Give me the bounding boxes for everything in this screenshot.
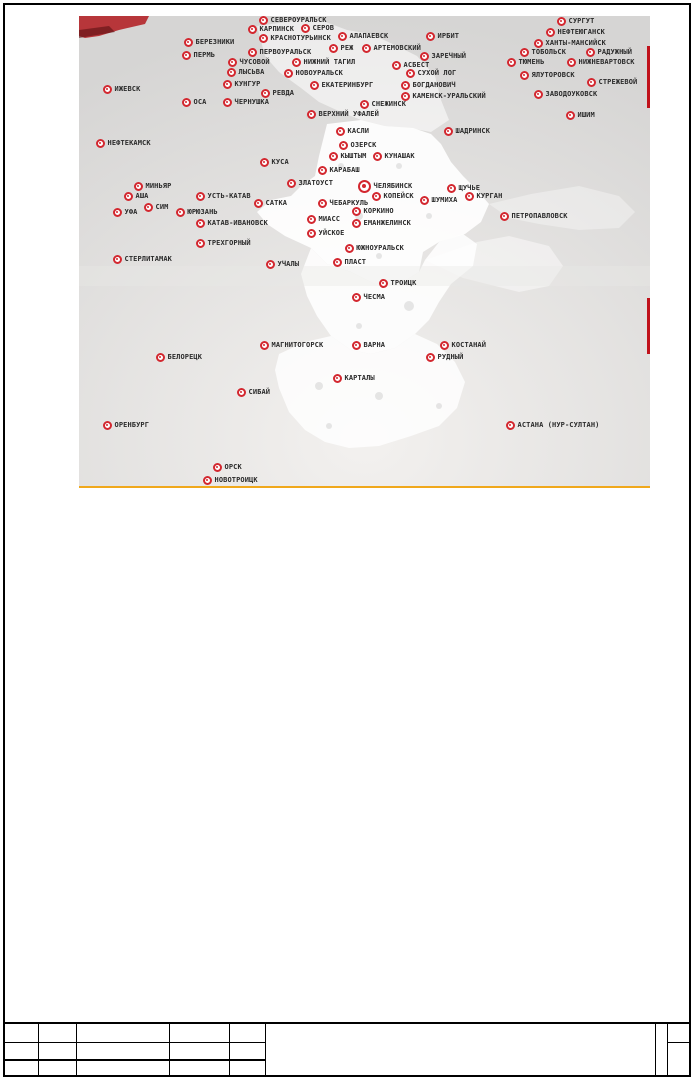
city-pin-icon <box>103 421 112 430</box>
city-pin-icon <box>184 38 193 47</box>
city-marker[interactable] <box>113 208 138 217</box>
city-pin-icon <box>261 89 270 98</box>
city-pin-icon <box>227 68 236 77</box>
city-pin-icon <box>406 69 415 78</box>
city-pin-icon <box>336 127 345 136</box>
city-marker[interactable] <box>103 421 150 430</box>
city-pin-icon <box>567 58 576 67</box>
city-label: ЮЖНОУРАЛЬСК <box>356 244 404 252</box>
city-pin-icon <box>333 258 342 267</box>
city-pin-icon <box>103 85 112 94</box>
city-marker[interactable] <box>360 100 407 109</box>
city-pin-icon <box>307 229 316 238</box>
city-marker[interactable] <box>587 78 638 87</box>
city-marker[interactable] <box>336 127 370 136</box>
city-pin-icon <box>223 98 232 107</box>
city-marker[interactable] <box>329 44 354 53</box>
city-marker[interactable] <box>113 255 172 264</box>
city-pin-icon <box>534 39 543 48</box>
red-edge-strip <box>647 298 650 354</box>
city-label: ВАРНА <box>363 341 386 349</box>
city-label: НОВОТРОИЦК <box>214 476 258 484</box>
city-pin-icon <box>333 374 342 383</box>
city-marker[interactable] <box>292 58 356 67</box>
city-pin-icon <box>292 58 301 67</box>
city-pin-icon <box>248 48 257 57</box>
city-pin-icon <box>260 341 269 350</box>
city-pin-icon <box>310 81 319 90</box>
city-marker[interactable] <box>284 69 343 78</box>
city-marker[interactable] <box>401 81 456 90</box>
city-marker[interactable] <box>426 32 460 41</box>
city-marker[interactable] <box>196 192 251 201</box>
city-marker[interactable] <box>223 98 270 107</box>
city-label: ЧЕРНУШКА <box>234 98 270 106</box>
city-pin-icon <box>360 100 369 109</box>
city-label: СТРЕЖЕВОЙ <box>598 78 638 86</box>
city-label: ЮРЮЗАНЬ <box>187 208 218 216</box>
city-label: ОСА <box>193 98 207 106</box>
red-edge-strip <box>647 46 650 108</box>
city-pin-icon <box>507 58 516 67</box>
city-pin-icon <box>223 80 232 89</box>
city-label: МАГНИТОГОРСК <box>271 341 324 349</box>
city-marker[interactable] <box>307 110 379 119</box>
city-pin-icon <box>260 158 269 167</box>
city-label: МИАСС <box>318 215 341 223</box>
city-label: СУРГУТ <box>568 17 595 25</box>
city-pin-icon <box>203 476 212 485</box>
city-marker[interactable] <box>248 25 295 34</box>
city-label: КОРКИНО <box>363 207 394 215</box>
city-marker[interactable] <box>440 341 487 350</box>
city-label: КУРГАН <box>476 192 503 200</box>
city-pin-icon <box>587 78 596 87</box>
city-pin-icon <box>379 279 388 288</box>
city-pin-icon <box>546 28 555 37</box>
city-pin-icon <box>534 90 543 99</box>
city-pin-icon <box>196 192 205 201</box>
city-pin-icon <box>465 192 474 201</box>
city-label: ЗАРЕЧНЫЙ <box>431 52 467 60</box>
city-marker[interactable] <box>254 199 288 208</box>
city-marker[interactable] <box>310 81 374 90</box>
city-pin-icon <box>586 48 595 57</box>
city-label: ЧУСОВОЙ <box>239 58 270 66</box>
city-marker[interactable] <box>557 17 595 26</box>
city-label: РУДНЫЙ <box>437 353 464 361</box>
city-label: ВЕРХНИЙ УФАЛЕЙ <box>318 110 379 118</box>
city-marker[interactable] <box>546 28 605 37</box>
city-marker[interactable] <box>372 192 414 201</box>
city-pin-icon <box>124 192 133 201</box>
city-label: УСТЬ-КАТАВ <box>207 192 251 200</box>
city-marker[interactable] <box>307 229 345 238</box>
city-label: БЕРЕЗНИКИ <box>195 38 235 46</box>
city-label: АСБЕСТ <box>403 61 430 69</box>
city-label: ОЗЕРСК <box>350 141 377 149</box>
city-label: ПЛАСТ <box>344 258 367 266</box>
city-label: НЕФТЕЮГАНСК <box>557 28 605 36</box>
city-label: ЯЛУТОРОВСК <box>531 71 575 79</box>
city-label: САТКА <box>265 199 288 207</box>
city-marker[interactable] <box>203 476 258 485</box>
city-label: СИМ <box>155 203 169 211</box>
city-pin-icon <box>329 44 338 53</box>
city-marker[interactable] <box>420 196 458 205</box>
city-pin-icon <box>113 208 122 217</box>
city-pin-icon <box>144 203 153 212</box>
city-pin-icon <box>318 166 327 175</box>
region-map <box>79 16 650 488</box>
city-marker[interactable] <box>156 353 203 362</box>
city-marker[interactable] <box>352 341 386 350</box>
city-label: АСТАНА (НУР-СУЛТАН) <box>517 421 600 429</box>
city-pin-icon <box>301 24 310 33</box>
city-label: ИЖЕВСК <box>114 85 141 93</box>
city-pin-icon <box>228 58 237 67</box>
city-marker[interactable] <box>96 139 151 148</box>
city-pin-icon <box>254 199 263 208</box>
city-pin-icon <box>318 199 327 208</box>
city-label: СИБАЙ <box>248 388 271 396</box>
city-label: КУНАШАК <box>384 152 415 160</box>
city-pin-icon <box>420 52 429 61</box>
city-marker[interactable] <box>176 208 218 217</box>
city-marker[interactable] <box>228 58 270 67</box>
city-label: ПЕТРОПАВЛОВСК <box>511 212 568 220</box>
city-label: КУНГУР <box>234 80 261 88</box>
city-label: КАРТАЛЫ <box>344 374 375 382</box>
city-pin-icon <box>307 215 316 224</box>
city-label: ПЕРВОУРАЛЬСК <box>259 48 312 56</box>
city-marker[interactable] <box>237 388 271 397</box>
city-marker[interactable] <box>426 353 464 362</box>
city-marker[interactable] <box>520 48 567 57</box>
city-label: КУСА <box>271 158 289 166</box>
city-pin-icon <box>329 152 338 161</box>
city-label: АЛАПАЕВСК <box>349 32 389 40</box>
city-marker[interactable] <box>287 179 334 188</box>
city-pin-icon <box>339 141 348 150</box>
city-marker[interactable] <box>506 421 600 430</box>
city-pin-icon <box>420 196 429 205</box>
city-label: ЗЛАТОУСТ <box>298 179 334 187</box>
city-marker[interactable] <box>196 219 268 228</box>
city-label: РЕВДА <box>272 89 295 97</box>
city-marker[interactable] <box>124 192 149 201</box>
city-pin-icon <box>182 51 191 60</box>
city-label: КАТАВ-ИВАНОВСК <box>207 219 268 227</box>
city-marker[interactable] <box>182 98 207 107</box>
city-marker[interactable] <box>352 219 411 228</box>
city-label: СЕВЕРОУРАЛЬСК <box>270 16 327 24</box>
city-pin-icon <box>352 341 361 350</box>
city-label: СЕРОВ <box>312 24 335 32</box>
city-marker[interactable] <box>406 69 457 78</box>
city-marker[interactable] <box>333 258 367 267</box>
city-marker[interactable] <box>196 239 251 248</box>
city-marker[interactable] <box>307 215 341 224</box>
city-pin-icon <box>392 61 401 70</box>
city-label: НОВОУРАЛЬСК <box>295 69 343 77</box>
city-pin-icon <box>156 353 165 362</box>
city-pin-icon <box>259 16 268 25</box>
city-marker[interactable] <box>260 341 324 350</box>
city-pin-icon <box>440 341 449 350</box>
city-label: КРАСНОТУРЬИНСК <box>270 34 331 42</box>
city-label: УЙСКОЕ <box>318 229 345 237</box>
city-pin-icon <box>362 44 371 53</box>
city-label: БЕЛОРЕЦК <box>167 353 203 361</box>
city-marker[interactable] <box>182 51 216 60</box>
city-pin-icon <box>444 127 453 136</box>
city-marker[interactable] <box>339 141 377 150</box>
city-marker[interactable] <box>318 166 360 175</box>
city-marker[interactable] <box>134 182 172 191</box>
city-marker[interactable] <box>260 158 289 167</box>
city-marker[interactable] <box>301 24 335 33</box>
city-label: УФА <box>124 208 138 216</box>
city-pin-icon <box>352 293 361 302</box>
city-marker[interactable] <box>534 90 598 99</box>
city-label: ТРОИЦК <box>390 279 417 287</box>
city-marker[interactable] <box>261 89 295 98</box>
city-label: ЗАВОДОУКОВСК <box>545 90 598 98</box>
city-label: СТЕРЛИТАМАК <box>124 255 172 263</box>
city-label: ХАНТЫ-МАНСИЙСК <box>545 39 606 47</box>
city-label: НЕФТЕКАМСК <box>107 139 151 147</box>
city-pin-icon <box>284 69 293 78</box>
city-pin-icon <box>352 207 361 216</box>
city-label: ОРСК <box>224 463 242 471</box>
city-label: ИШИМ <box>577 111 595 119</box>
city-marker[interactable] <box>184 38 235 47</box>
city-pin-icon <box>345 244 354 253</box>
city-marker[interactable] <box>266 260 300 269</box>
city-pin-icon <box>557 17 566 26</box>
city-pin-icon <box>182 98 191 107</box>
city-label: РЕЖ <box>340 44 354 52</box>
city-marker[interactable] <box>362 44 421 53</box>
city-pin-icon <box>426 32 435 41</box>
city-label: ТЮМЕНЬ <box>518 58 545 66</box>
city-marker[interactable] <box>227 68 265 77</box>
city-label: КОСТАНАЙ <box>451 341 487 349</box>
city-pin-icon <box>196 219 205 228</box>
city-label: АША <box>135 192 149 200</box>
city-label: КОПЕЙСК <box>383 192 414 200</box>
city-marker[interactable] <box>586 48 633 57</box>
city-pin-icon <box>506 421 515 430</box>
city-label: ЕМАНЖЕЛИНСК <box>363 219 411 227</box>
city-marker[interactable] <box>259 34 331 43</box>
city-label: СНЕЖИНСК <box>371 100 407 108</box>
city-pin-icon <box>248 25 257 34</box>
city-label: КАРПИНСК <box>259 25 295 33</box>
city-marker[interactable] <box>345 244 404 253</box>
city-marker[interactable] <box>248 48 312 57</box>
title-block <box>3 1022 691 1077</box>
city-pin-icon <box>237 388 246 397</box>
city-label: СУХОЙ ЛОГ <box>417 69 457 77</box>
city-pin-icon <box>338 32 347 41</box>
city-label: КЫШТЫМ <box>340 152 367 160</box>
city-label: ЧЕЛЯБИНСК <box>373 182 413 190</box>
city-pin-icon <box>520 48 529 57</box>
city-pin-icon <box>352 219 361 228</box>
city-marker[interactable] <box>223 80 261 89</box>
city-label: ЛЫСЬВА <box>238 68 265 76</box>
city-pin-icon <box>520 71 529 80</box>
city-label: РАДУЖНЫЙ <box>597 48 633 56</box>
city-marker[interactable] <box>379 279 417 288</box>
city-label: КАРАБАШ <box>329 166 360 174</box>
city-label: ИРБИТ <box>437 32 460 40</box>
city-marker[interactable] <box>534 39 606 48</box>
city-label: ЩУЧЬЕ <box>458 184 481 192</box>
city-label: ШАДРИНСК <box>455 127 491 135</box>
city-marker[interactable] <box>373 152 415 161</box>
city-pin-icon <box>196 239 205 248</box>
city-pin-icon <box>566 111 575 120</box>
city-marker[interactable] <box>144 203 169 212</box>
city-label: МИНЬЯР <box>145 182 172 190</box>
city-marker[interactable] <box>444 127 491 136</box>
city-marker[interactable] <box>333 374 375 383</box>
city-label: ЧЕБАРКУЛЬ <box>329 199 369 207</box>
city-marker[interactable] <box>338 32 389 41</box>
city-marker[interactable] <box>507 58 545 67</box>
city-label: ЕКАТЕРИНБУРГ <box>321 81 374 89</box>
city-marker[interactable] <box>352 207 394 216</box>
city-pin-icon <box>213 463 222 472</box>
city-label: БОГДАНОВИЧ <box>412 81 456 89</box>
city-marker[interactable] <box>465 192 503 201</box>
city-label: УЧАЛЫ <box>277 260 300 268</box>
city-label: НИЖНЕВАРТОВСК <box>578 58 635 66</box>
city-pin-icon <box>287 179 296 188</box>
city-pin-icon <box>307 110 316 119</box>
city-label: АРТЕМОВСКИЙ <box>373 44 421 52</box>
city-pin-icon <box>372 192 381 201</box>
city-pin-icon <box>259 34 268 43</box>
city-pin-icon <box>96 139 105 148</box>
city-marker[interactable] <box>103 85 141 94</box>
city-marker[interactable] <box>401 92 486 101</box>
city-pin-icon <box>358 180 371 193</box>
city-marker[interactable] <box>566 111 595 120</box>
city-label: ТОБОЛЬСК <box>531 48 567 56</box>
city-label: ОРЕНБУРГ <box>114 421 150 429</box>
city-label: КАСЛИ <box>347 127 370 135</box>
city-marker[interactable] <box>352 293 386 302</box>
city-pin-icon <box>447 184 456 193</box>
city-marker[interactable] <box>420 52 467 61</box>
city-pin-icon <box>176 208 185 217</box>
city-pin-icon <box>134 182 143 191</box>
city-pin-icon <box>500 212 509 221</box>
city-pin-icon <box>401 81 410 90</box>
city-marker[interactable] <box>213 463 242 472</box>
city-pin-icon <box>373 152 382 161</box>
city-label: ШУМИХА <box>431 196 458 204</box>
city-label: ЧЕСМА <box>363 293 386 301</box>
city-label: НИЖНИЙ ТАГИЛ <box>303 58 356 66</box>
city-pin-icon <box>426 353 435 362</box>
city-pin-icon <box>113 255 122 264</box>
city-label: ПЕРМЬ <box>193 51 216 59</box>
city-marker[interactable] <box>500 212 568 221</box>
city-label: ТРЕХГОРНЫЙ <box>207 239 251 247</box>
city-pin-icon <box>266 260 275 269</box>
city-label: КАМЕНСК-УРАЛЬСКИЙ <box>412 92 486 100</box>
city-marker[interactable] <box>329 152 367 161</box>
city-marker[interactable] <box>520 71 575 80</box>
city-marker[interactable] <box>567 58 635 67</box>
